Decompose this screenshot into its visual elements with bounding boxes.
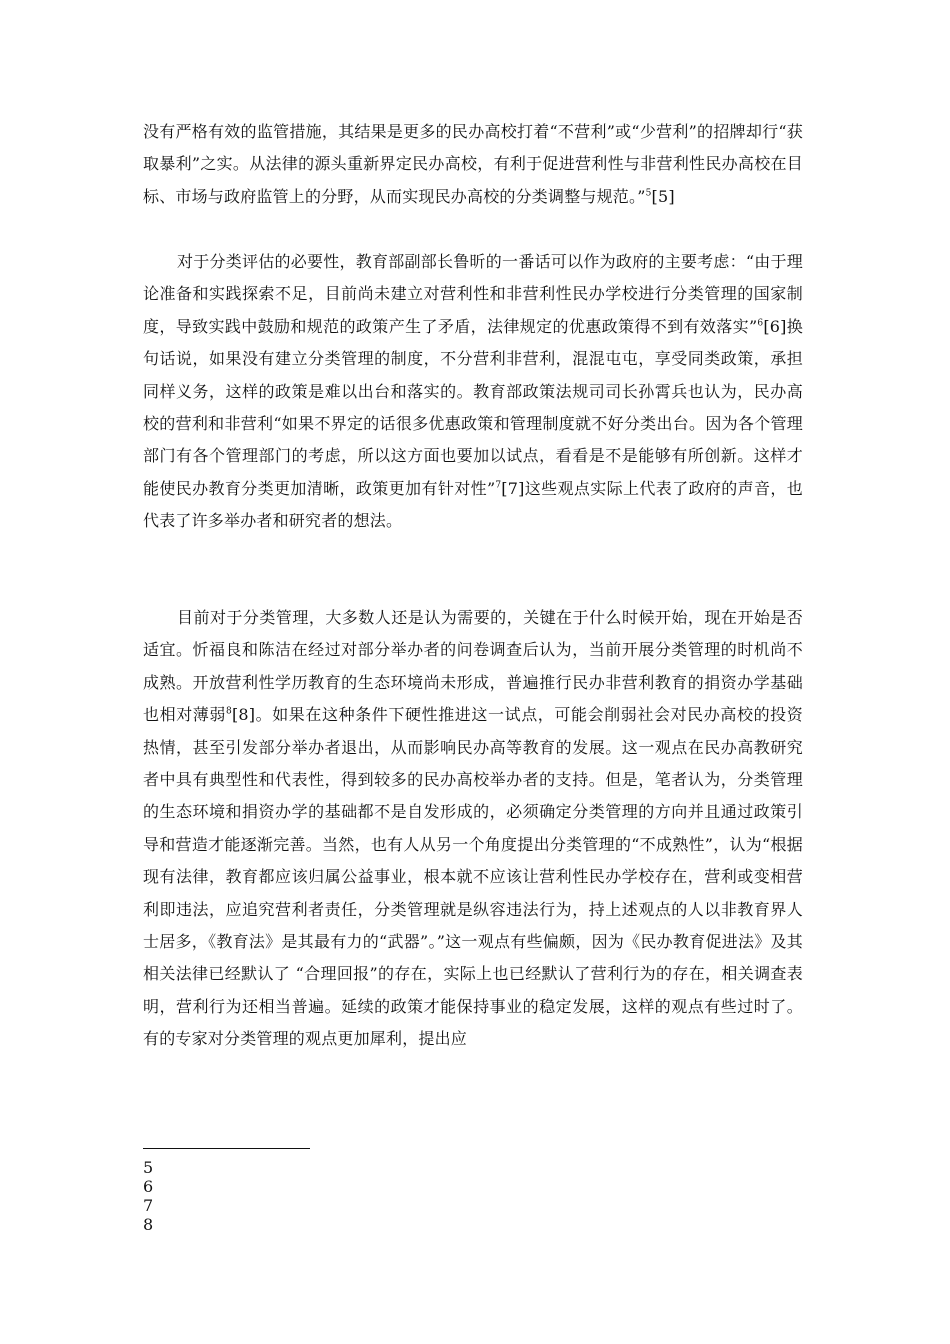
footnote-6: 6 — [143, 1177, 154, 1196]
footnote-ref-7: 7 — [495, 480, 502, 491]
footnote-7: 7 — [143, 1196, 154, 1215]
footnote-ref-5: 5 — [645, 188, 652, 199]
paragraph-3-text-a: 目前对于分类管理，大多数人还是认为需要的，关键在于什么时候开始，现在开始是否适宜。忻福良和陈洁在经过对部分举办者的问卷调查后认为，当前开展分类管理的时机尚不成熟。开放营利性学历教育的生态环境尚未形成，普遍推行民办非营利教育的捐资办学基础也相对薄弱 — [143, 608, 803, 725]
paragraph-2-text-b: [6]换句话说，如果没有建立分类管理的制度，不分营利非营利，混混屯屯，享受同类政策，承担同样义务，这样的政策是难以出台和落实的。教育部政策法规司司长孙霄兵也认为，民办高校的营利和非营利“如果不界定的话很多优惠政策和管理制度就不好分类出台。因为各个管理部门有各个管理部门的考虑，所以这方面也要加以试点，看看是不是能够有所创新。这样才能使民办教育分类更加清晰，政策更加有针对性” — [143, 316, 804, 498]
footnote-separator — [143, 1148, 310, 1149]
footnote-8: 8 — [143, 1215, 154, 1234]
citation-5: [5] — [651, 186, 675, 206]
paragraph-2-text-c: [7]这些观点实际上代表了政府的声音，也代表了许多举办者和研究者的想法。 — [143, 478, 803, 531]
footnote-5: 5 — [143, 1158, 154, 1177]
footnote-ref-8: 8 — [226, 706, 232, 717]
paragraph-1 — [143, 116, 803, 213]
paragraph-1-text: 没有严格有效的监管措施，其结果是更多的民办高校打着“不营利”或“少营利”的招牌却行“获取暴利”之实。从法律的源头重新界定民办高校，有利于促进营利性与非营利性民办高校在目标、市场与政府监管上的分野，从而实现民办高校的分类调整与规范。” — [143, 122, 803, 206]
paragraph-2-text-a: 对于分类评估的必要性，教育部副部长鲁昕的一番话可以作为政府的主要考虑：“由于理论准备和实践探索不足，目前尚未建立对营利性和非营利性民办学校进行分类管理的国家制度，导致实践中鼓励和规范的政策产生了矛盾，法律规定的优惠政策得不到有效落实” — [143, 252, 803, 336]
footnote-ref-6: 6 — [757, 318, 764, 329]
paragraph-3 — [143, 602, 803, 1056]
paragraph-3-text-b: [8]。如果在这种条件下硬性推进这一试点，可能会削弱社会对民办高校的投资热情，甚至引发部分举办者退出，从而影响民办高等教育的发展。这一观点在民办高教研究者中具有典型性和代表性，得到较多的民办高校举办者的支持。但是，笔者认为，分类管理的生态环境和捐资办学的基础都不是自发形成的，必须确定分类管理的方向并且通过政策引导和营造才能逐渐完善。当然，也有人从另一个角度提出分类管理的“不成熟性”，认为“根据现有法律，教育都应该归属公益事业，根本就不应该让营利性民办学校存在，营利或变相营利即违法，应追究营利者责任，分类管理就是纵容违法行为，持上述观点的人以非教育界人士居多，《教育法》是其最有力的“武器”。”这一观点有些偏颇，因为《民办教育促进法》及其相关法律已经默认了 “合理回报”的存在，实际上也已经默认了营利行为的存在，相关调查表明，营利行为还相当普遍。延续的政策才能保持事业的稳定发展，这样的观点有些过时了。有的专家对分类管理的观点更加犀利，提出应 — [143, 705, 803, 1049]
paragraph-2 — [143, 246, 803, 538]
